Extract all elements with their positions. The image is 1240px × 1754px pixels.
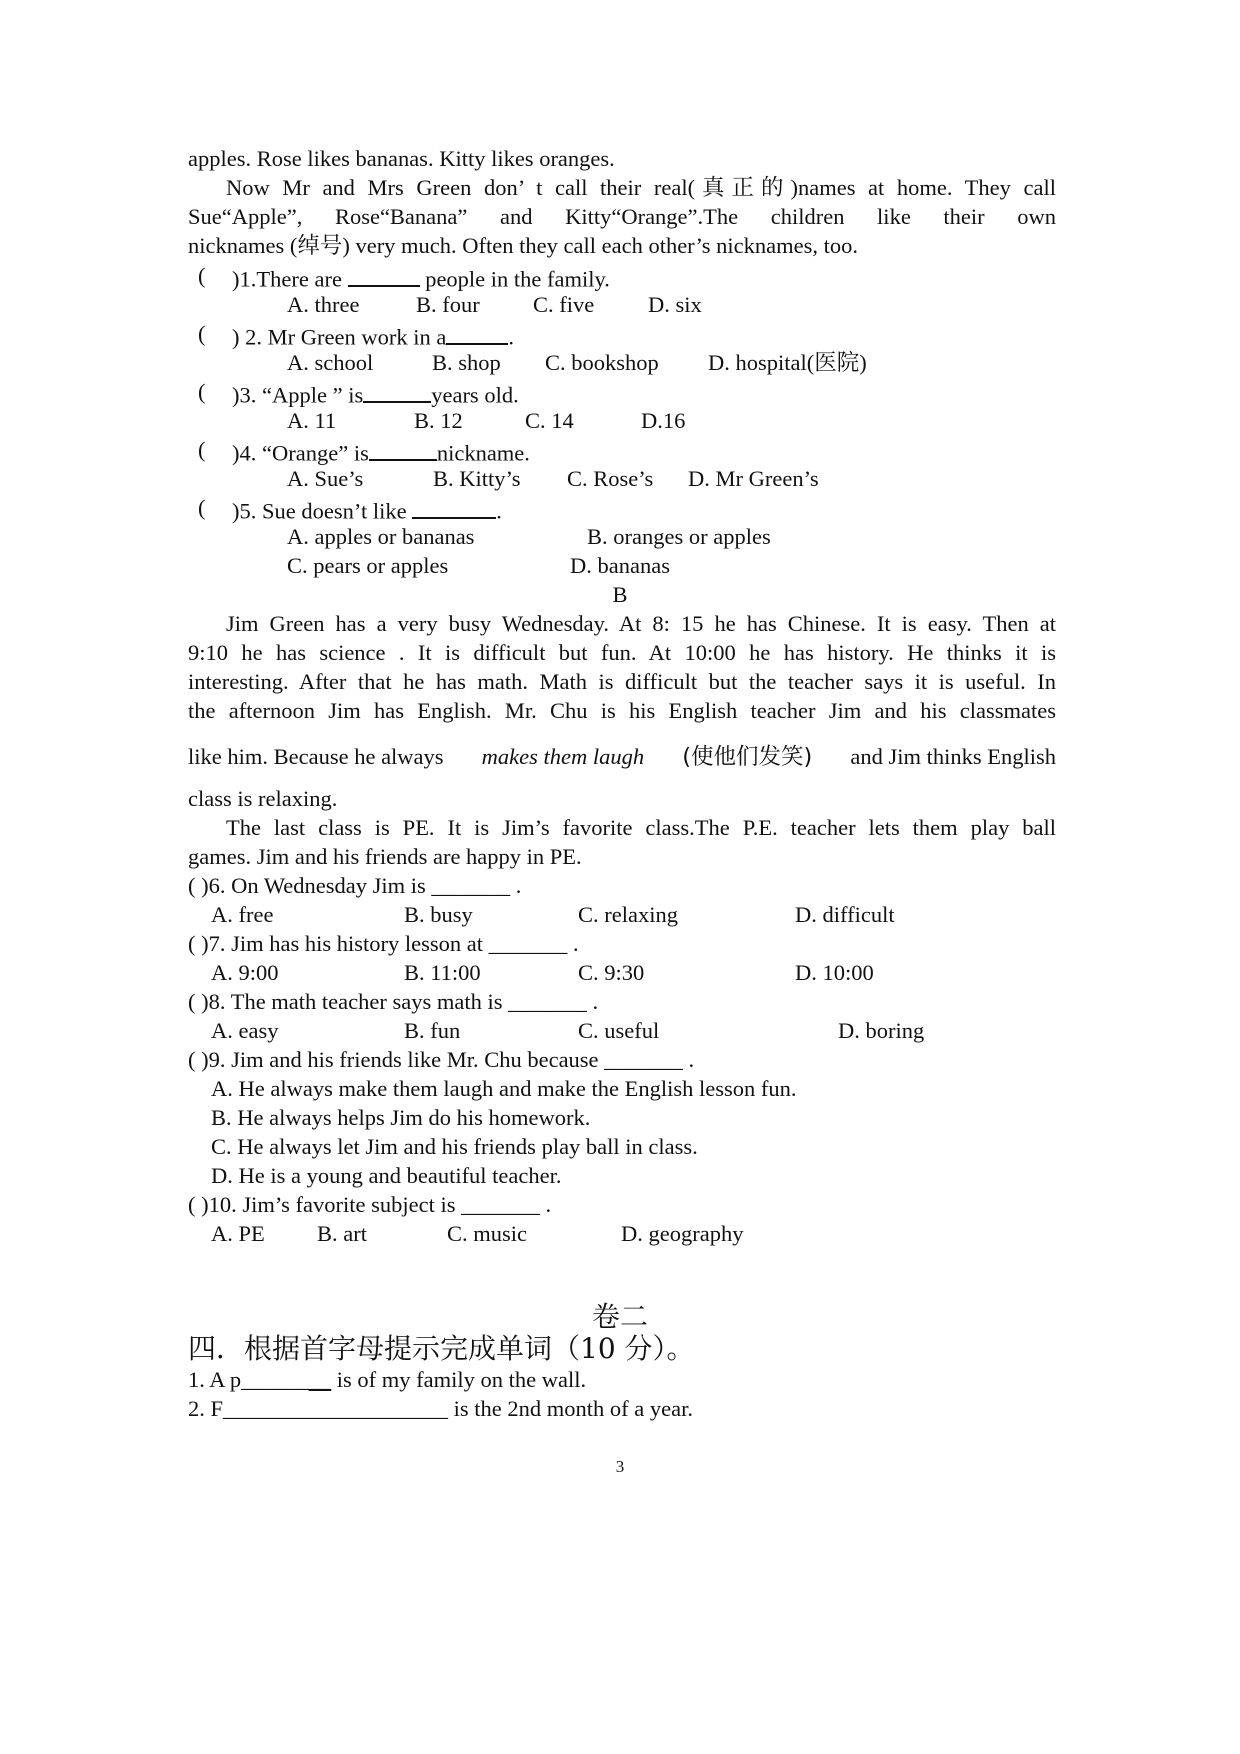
option[interactable]: B. art (317, 1221, 367, 1246)
passage-b-line: The last class is PE. It is Jim’s favorite class.The P.E. teacher lets them play ball (226, 815, 1056, 840)
option[interactable]: C. bookshop (545, 350, 659, 375)
option[interactable]: C. Rose’s (567, 466, 654, 491)
option[interactable]: B. He always helps Jim do his homework. (211, 1105, 591, 1130)
option[interactable]: A. He always make them laugh and make the English lesson fun. (211, 1076, 797, 1101)
passage-a-line: nicknames (绰号) very much. Often they call each other’s nicknames, too. (188, 233, 858, 258)
option[interactable]: A. 9:00 (211, 960, 279, 985)
option[interactable]: A. Sue’s (287, 466, 364, 491)
section-b-label: B (612, 582, 628, 607)
option[interactable]: A. PE (211, 1221, 265, 1246)
option[interactable]: A. three (287, 292, 360, 317)
fill-in-item[interactable]: 2. F____________________ is the 2nd month of a year. (188, 1396, 693, 1421)
answer-blank[interactable] (363, 377, 431, 403)
question-stem: ( )6. On Wednesday Jim is _______ . (188, 873, 522, 898)
question-stem: )5. Sue doesn’t like . (232, 493, 502, 527)
option[interactable]: B. oranges or apples (587, 524, 771, 549)
question-stem: ( )9. Jim and his friends like Mr. Chu because _______ . (188, 1047, 695, 1072)
option[interactable]: D.16 (641, 408, 686, 433)
option[interactable]: B. Kitty’s (433, 466, 521, 491)
passage-a-line: Now Mr and Mrs Green don’ t call their real(真正的)names at home. They call (226, 175, 1056, 200)
passage-b-line: interesting. After that he has math. Math is difficult but the teacher says it is useful. In (188, 669, 1056, 694)
option[interactable]: D. Mr Green’s (688, 466, 819, 491)
answer-paren[interactable]: ( (198, 495, 206, 520)
answer-paren[interactable]: ( (198, 321, 206, 346)
option[interactable]: C. 9:30 (578, 960, 645, 985)
option[interactable]: A. apples or bananas (287, 524, 475, 549)
option[interactable]: C. useful (578, 1018, 660, 1043)
option[interactable]: B. shop (432, 350, 501, 375)
option[interactable]: D. boring (838, 1018, 925, 1043)
question-stem: ( )8. The math teacher says math is _______ . (188, 989, 599, 1014)
option[interactable]: C. relaxing (578, 902, 678, 927)
answer-blank[interactable] (348, 261, 420, 287)
fill-in-item[interactable]: 1. A p________ is of my family on the wall. (188, 1367, 587, 1392)
question-stem: ( )7. Jim has his history lesson at _______ . (188, 931, 579, 956)
option[interactable]: A. easy (211, 1018, 279, 1043)
passage-b-line: 9:10 he has science . It is difficult but fun. At 10:00 he has history. He thinks it is (188, 640, 1056, 665)
option[interactable]: C. music (447, 1221, 528, 1246)
option[interactable]: C. five (533, 292, 595, 317)
section-four-title: 四．根据首字母提示完成单词（10 分）。 (188, 1332, 695, 1365)
page-number: 3 (615, 1457, 625, 1476)
passage-a-line: Sue“Apple”, Rose“Banana” and Kitty“Orange”.The children like their own (188, 204, 1056, 229)
option[interactable]: D. geography (621, 1221, 744, 1246)
option[interactable]: B. fun (404, 1018, 461, 1043)
option[interactable]: D. bananas (570, 553, 670, 578)
passage-b-line: games. Jim and his friends are happy in PE. (188, 844, 582, 869)
question-stem: )1.There are people in the family. (232, 261, 610, 295)
option[interactable]: B. 11:00 (404, 960, 481, 985)
answer-paren[interactable]: ( (198, 379, 206, 404)
part-two-title: 卷二 (591, 1300, 648, 1333)
answer-blank[interactable] (412, 493, 496, 519)
option[interactable]: D. 10:00 (795, 960, 874, 985)
answer-paren[interactable]: ( (198, 437, 206, 462)
passage-b-line: Jim Green has a very busy Wednesday. At 8: 15 he has Chinese. It is easy. Then at (226, 611, 1056, 636)
option[interactable]: A. 11 (287, 408, 337, 433)
passage-b-line: like him. Because he always makes them laugh (使他们发笑) and Jim thinks English (188, 744, 1056, 770)
question-stem: ( )10. Jim’s favorite subject is _______ . (188, 1192, 552, 1217)
passage-b-line: the afternoon Jim has English. Mr. Chu is his English teacher Jim and his classmates (188, 698, 1056, 723)
option[interactable]: A. school (287, 350, 374, 375)
question-stem: ) 2. Mr Green work in a . (232, 319, 514, 353)
option[interactable]: D. six (648, 292, 702, 317)
option[interactable]: B. four (416, 292, 480, 317)
option[interactable]: B. busy (404, 902, 473, 927)
answer-blank[interactable] (446, 319, 508, 345)
option[interactable]: D. hospital(医院) (708, 350, 867, 375)
option[interactable]: B. 12 (414, 408, 463, 433)
option[interactable]: C. He always let Jim and his friends play ball in class. (211, 1134, 698, 1159)
answer-paren[interactable]: ( (198, 263, 206, 288)
option[interactable]: C. 14 (525, 408, 574, 433)
question-stem: )3. “Apple ” is years old. (232, 377, 519, 411)
answer-blank[interactable] (369, 435, 437, 461)
passage-a-line: apples. Rose likes bananas. Kitty likes oranges. (188, 146, 615, 171)
option[interactable]: D. difficult (795, 902, 895, 927)
option[interactable]: A. free (211, 902, 274, 927)
option[interactable]: D. He is a young and beautiful teacher. (211, 1163, 562, 1188)
passage-b-line: class is relaxing. (188, 786, 338, 811)
option[interactable]: C. pears or apples (287, 553, 449, 578)
question-stem: )4. “Orange” is nickname. (232, 435, 530, 469)
